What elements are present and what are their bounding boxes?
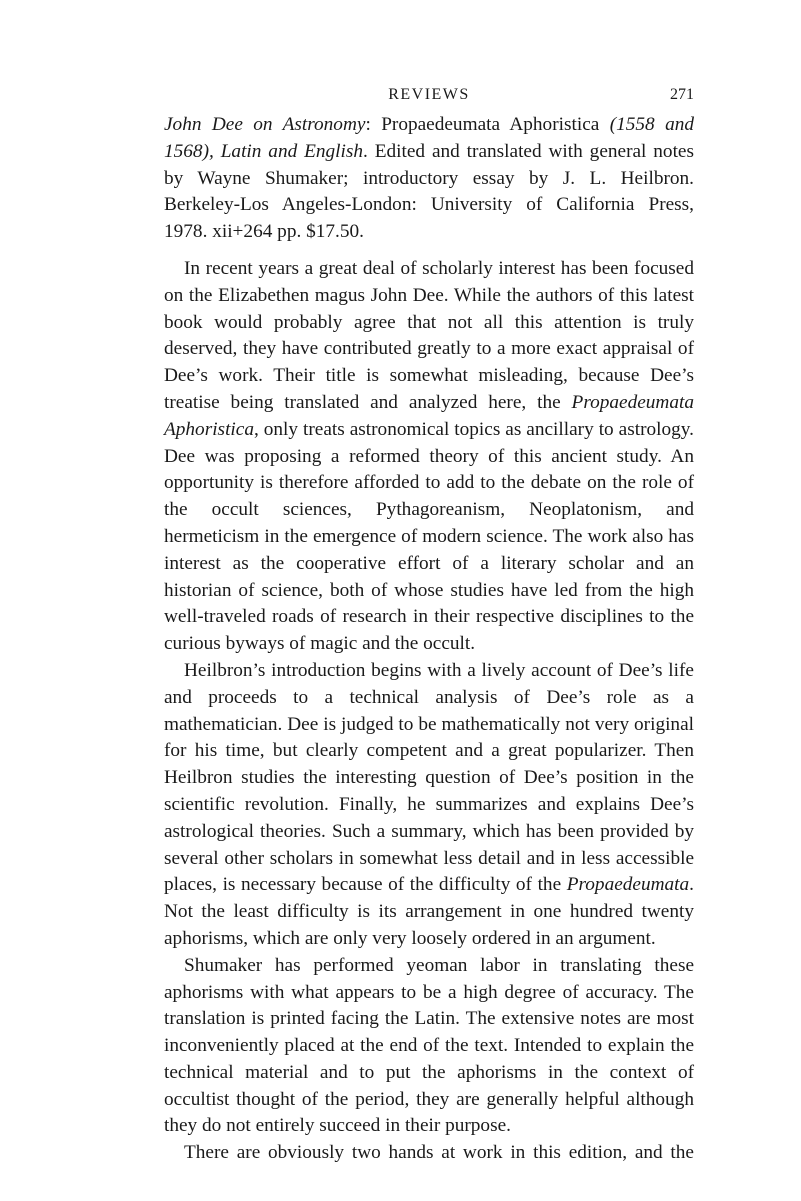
text-segment: Heilbron’s introduction begins with a lively account of Dee’s life and proceeds to a technical analysis of Dee’s role as a mathematician. Dee is judged to be mathematically not very original for his time, but clearly competent and a great popularizer. Then Heilbron studies the interesting question of Dee’s position in the scientific revolution. Finally, he summarizes and explains Dee’s astrological theories. Such a summary, which has been provided by several other scholars in somewhat less detail and in less accessible places, is necessary because of the difficulty of the: [164, 659, 694, 896]
paragraph-3: [164, 953, 694, 1141]
italic-work-title: Propaedeumata: [566, 874, 690, 896]
review-body: [164, 256, 694, 1167]
paragraph-4: [164, 1140, 694, 1167]
text-segment: There are obviously two hands at work in this edition, and the: [184, 1142, 694, 1164]
italic-work-title: Propaedeumata Aphoristica: [164, 391, 694, 440]
text-segment: Shumaker has performed yeoman labor in translating these aphorisms with what appears to be a high degree of accuracy. The translation is printed facing the Latin. The extensive notes are most inconveniently placed at the end of the text. Intended to explain the technical material and to put the aphorisms in the context of occultist thought of the period, they are generally helpful although they do not entirely succeed in their purpose.: [164, 954, 694, 1137]
journal-page: [164, 84, 694, 1167]
section-title: REVIEWS: [388, 86, 470, 103]
languages: Latin and English: [220, 140, 364, 162]
running-head: [164, 84, 694, 112]
book-citation: [164, 112, 694, 246]
citation-details: . Edited and translated with general notes by Wayne Shumaker; introductory essay by J. L. Heilbron. Berkeley-Los Angeles-London: University of California Press, 1978. xii+264 pp. $17.50.: [164, 140, 694, 243]
text-segment: . Not the least difficulty is its arrangement in one hundred twenty aphorisms, which are only very loosely ordered in an argument.: [164, 874, 694, 949]
text-segment: , only treats astronomical topics as ancillary to astrology. Dee was proposing a reformed theory of this ancient study. An opportunity is therefore afforded to add to the debate on the role of the occult sciences, Pythagoreanism, Neoplatonism, and hermeticism in the emergence of modern science. The work also has interest as the cooperative effort of a literary scholar and an historian of science, both of whose studies have led from the high well-traveled roads of research in their respective disciplines to the curious byways of magic and the occult.: [164, 418, 694, 655]
paragraph-2: [164, 658, 694, 953]
page-number: 271: [670, 86, 694, 103]
citation-colon: :: [365, 114, 382, 135]
work-dates: (1558 and 1568),: [164, 114, 694, 162]
text-segment: In recent years a great deal of scholarly interest has been focused on the Elizabethen magus John Dee. While the authors of this latest book would probably agree that not all this attention is truly deserved, they have contributed greatly to a more exact appraisal of Dee’s work. Their title is somewhat misleading, because Dee’s treatise being translated and analyzed here, the: [164, 257, 694, 413]
book-title: John Dee on Astronomy: [164, 114, 366, 135]
work-title: Propaedeumata Aphoristica: [381, 114, 600, 135]
paragraph-1: [164, 256, 694, 658]
